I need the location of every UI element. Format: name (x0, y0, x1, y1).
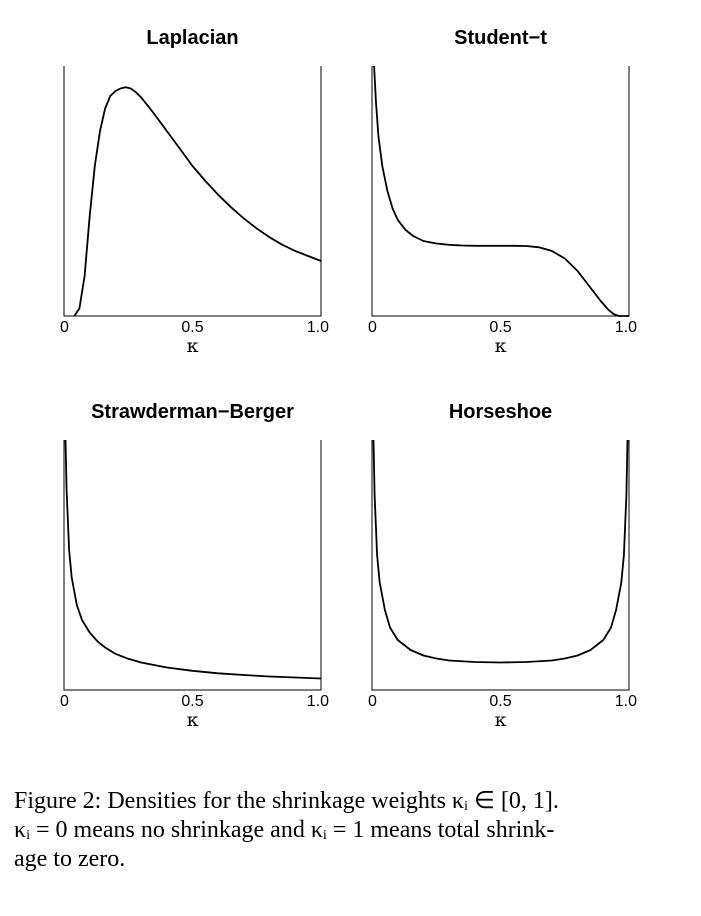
x-tick-label: 1.0 (614, 693, 637, 710)
axis-frame (64, 66, 321, 316)
x-axis-label: κ (494, 709, 507, 731)
panel-title: Student−t (454, 27, 547, 49)
panel-title: Strawderman−Berger (91, 401, 294, 423)
axis-frame (372, 440, 629, 690)
panel-title: Laplacian (146, 27, 239, 49)
x-tick-label: 0 (60, 693, 69, 710)
panel-horseshoe (368, 401, 637, 731)
x-tick-label: 0.5 (181, 319, 204, 336)
x-tick-label: 0 (60, 319, 69, 336)
x-axis-label: κ (186, 335, 199, 357)
axis-frame (372, 66, 629, 316)
x-tick-label: 1.0 (306, 319, 329, 336)
caption-line-1: Figure 2: Densities for the shrinkage weights κᵢ ∈ [0, 1]. (14, 788, 559, 814)
x-tick-label: 1.0 (306, 693, 329, 710)
caption-line-2: κᵢ = 0 means no shrinkage and κᵢ = 1 means total shrink- (14, 817, 555, 843)
x-tick-label: 0 (368, 693, 377, 710)
caption-line-3: age to zero. (14, 846, 126, 872)
panel-laplacian (60, 27, 329, 357)
panel-strawderman-berger (60, 401, 329, 731)
x-axis-label: κ (494, 335, 507, 357)
panel-title: Horseshoe (448, 401, 553, 423)
x-axis-label: κ (186, 709, 199, 731)
x-tick-label: 0.5 (489, 693, 512, 710)
density-curve (74, 87, 321, 316)
x-tick-label: 1.0 (614, 319, 637, 336)
panel-student-t (368, 27, 637, 357)
x-tick-label: 0.5 (181, 693, 204, 710)
density-curve (66, 440, 322, 679)
density-curve (374, 66, 629, 316)
x-tick-label: 0 (368, 319, 377, 336)
axis-frame (64, 440, 321, 690)
x-tick-label: 0.5 (489, 319, 512, 336)
density-curve (374, 440, 628, 663)
figure-caption (14, 787, 694, 874)
